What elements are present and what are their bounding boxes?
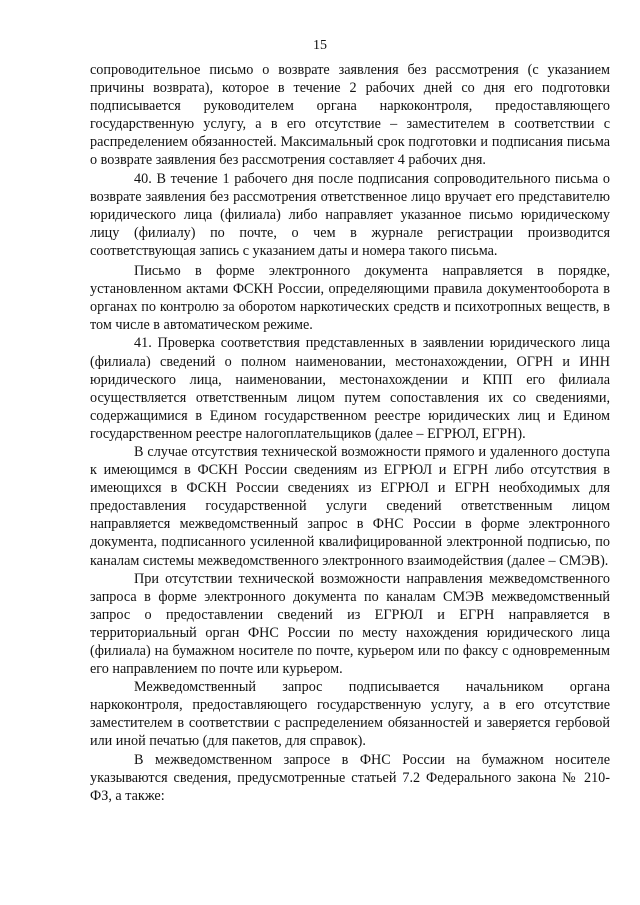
paragraph-request-contents: В межведомственном запросе в ФНС России на бумажном носителе указываются сведения, предусмотренные статьей 7.2 Федерального закона № 210-ФЗ, а также:: [90, 751, 610, 804]
paragraph-continuation: сопроводительное письмо о возврате заявления без рассмотрения (с указанием причины возврата), которое в течение 2 рабочих дней со дня его подготовки подписывается руководителем органа наркоконтроля, предоставляющего государственную услугу, а в его отсутствие – заместителем в соответствии с распределением обязанностей. Максимальный срок подготовки и подписания письма о возврате заявления без рассмотрения составляет 4 рабочих дня.: [90, 62, 610, 169]
paragraph-no-smev: При отсутствии технической возможности направления межведомственного запроса в форме электронного документа по каналам СМЭВ межведомственный запрос о предоставлении сведений из ЕГРЮЛ и ЕГРН направляется в территориальный орган ФНС России по месту нахождения юридического лица (филиала) на бумажном носителе по почте, курьером или по факсу с одновременным его направлением по почте или курьером.: [90, 570, 610, 678]
paragraph-request-signing: Межведомственный запрос подписывается начальником органа наркоконтроля, предоставляющего государственную услугу, а в его отсутствие заместителем в соответствии с распределением обязанностей и заверяется гербовой или иной печатью (для пакетов, для справок).: [90, 679, 610, 750]
document-body: [90, 61, 610, 805]
paragraph-no-access: В случае отсутствия технической возможности прямого и удаленного доступа к имеющимся в ФСКН России сведениям из ЕГРЮЛ и ЕГРН либо отсутствия в имеющихся в ФСКН России сведениях из ЕГРЮЛ и ЕГРН необходимых для предоставления государственной услуги сведений ответственным лицом направляется межведомственный запрос в ФНС России в форме электронного документа, подписанного усиленной квалифицированной электронной подписью, по каналам системы межведомственного электронного взаимодействия (далее – СМЭВ).: [90, 443, 610, 569]
paragraph-item-41: 41. Проверка соответствия представленных в заявлении юридического лица (филиала) сведений о полном наименовании, местонахождении, ОГРН и ИНН юридического лица, наименовании, местонахождении и КПП его филиала осуществляется ответственным лицом путем сопоставления их со сведениями, содержащимися в Едином государственном реестре юридических лиц и Едином государственном реестре налогоплательщиков (далее – ЕГРЮЛ, ЕГРН).: [90, 335, 610, 442]
page-number: 15: [313, 38, 327, 53]
paragraph-electronic-letter: Письмо в форме электронного документа направляется в порядке, установленном актами ФСКН России, определяющими правила документооборота в органах по контролю за оборотом наркотических средств и психотропных веществ, в том числе в автоматическом режиме.: [90, 263, 610, 334]
paragraph-item-40: 40. В течение 1 рабочего дня после подписания сопроводительного письма о возврате заявления без рассмотрения ответственное лицо вручает его представителю юридического лица (филиала) либо направляет указанное письмо юридическому лицу (филиалу) по почте, о чем в журнале регистрации производится соответствующая запись с указанием даты и номера такого письма.: [90, 170, 610, 259]
